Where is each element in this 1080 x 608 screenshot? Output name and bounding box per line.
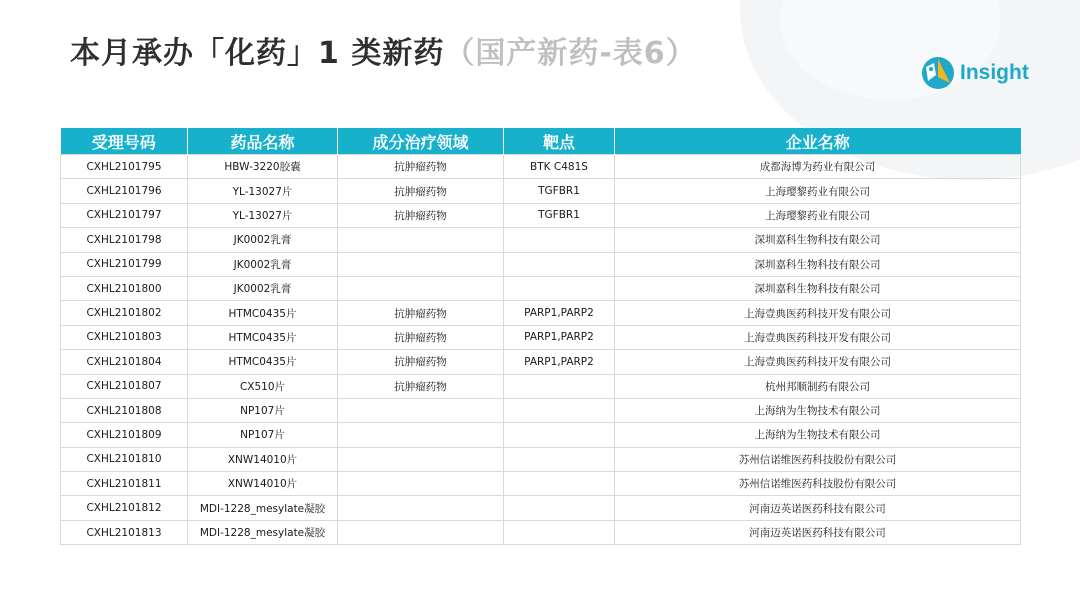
table-cell: XNW14010片 xyxy=(188,447,338,471)
table-cell: 抗肿瘤药物 xyxy=(338,374,504,398)
table-cell xyxy=(338,276,504,300)
table-row xyxy=(61,179,1021,203)
table-cell: MDI-1228_mesylate凝胶 xyxy=(188,520,338,544)
insight-logo-icon xyxy=(920,55,956,91)
table-cell xyxy=(504,423,615,447)
table-cell: CXHL2101797 xyxy=(61,203,188,227)
table-cell: CXHL2101807 xyxy=(61,374,188,398)
table-cell: CXHL2101810 xyxy=(61,447,188,471)
table-cell: 深圳嘉科生物科技有限公司 xyxy=(615,252,1021,276)
column-header: 受理号码 xyxy=(61,128,188,155)
column-header: 药品名称 xyxy=(188,128,338,155)
table-cell xyxy=(504,472,615,496)
table-cell: HTMC0435片 xyxy=(188,301,338,325)
table-cell xyxy=(338,447,504,471)
table-cell xyxy=(504,252,615,276)
table-row xyxy=(61,447,1021,471)
table-cell xyxy=(338,228,504,252)
table-cell: YL-13027片 xyxy=(188,203,338,227)
column-header: 成分治疗领域 xyxy=(338,128,504,155)
table-cell: BTK C481S xyxy=(504,155,615,179)
table-cell xyxy=(338,472,504,496)
table-row xyxy=(61,423,1021,447)
logo-text: Insight xyxy=(960,61,1029,84)
table-cell xyxy=(504,228,615,252)
table-cell: CXHL2101799 xyxy=(61,252,188,276)
table-cell: CXHL2101803 xyxy=(61,325,188,349)
page-title xyxy=(70,28,697,72)
table-cell: CXHL2101804 xyxy=(61,350,188,374)
table-cell: 抗肿瘤药物 xyxy=(338,179,504,203)
page-title-sub: （国产新药-表6） xyxy=(444,36,697,71)
table-cell: CXHL2101813 xyxy=(61,520,188,544)
table-cell: JK0002乳膏 xyxy=(188,228,338,252)
brand-logo xyxy=(920,55,1029,91)
table-row xyxy=(61,374,1021,398)
column-header: 企业名称 xyxy=(615,128,1021,155)
table-row xyxy=(61,252,1021,276)
table-cell: CXHL2101798 xyxy=(61,228,188,252)
table-cell xyxy=(338,496,504,520)
table-cell: 苏州信诺维医药科技股份有限公司 xyxy=(615,472,1021,496)
table-cell xyxy=(338,252,504,276)
table-row xyxy=(61,203,1021,227)
table-cell: 杭州邦顺制药有限公司 xyxy=(615,374,1021,398)
table-cell: 抗肿瘤药物 xyxy=(338,350,504,374)
table-cell: 抗肿瘤药物 xyxy=(338,325,504,349)
table-cell xyxy=(504,496,615,520)
table-cell: 上海璎黎药业有限公司 xyxy=(615,203,1021,227)
table-cell: CXHL2101796 xyxy=(61,179,188,203)
drug-table xyxy=(60,128,1021,545)
table-cell xyxy=(338,398,504,422)
table-cell: CXHL2101802 xyxy=(61,301,188,325)
table-row xyxy=(61,496,1021,520)
table-row xyxy=(61,301,1021,325)
table-row xyxy=(61,520,1021,544)
table-row xyxy=(61,228,1021,252)
table-cell: CXHL2101811 xyxy=(61,472,188,496)
table-cell: 深圳嘉科生物科技有限公司 xyxy=(615,228,1021,252)
table-cell: CXHL2101812 xyxy=(61,496,188,520)
table-cell: NP107片 xyxy=(188,398,338,422)
table-cell xyxy=(504,374,615,398)
table-cell: HTMC0435片 xyxy=(188,350,338,374)
table-cell: HTMC0435片 xyxy=(188,325,338,349)
table-header-row xyxy=(61,128,1021,155)
table-cell: 上海壹典医药科技开发有限公司 xyxy=(615,301,1021,325)
table-cell: TGFBR1 xyxy=(504,203,615,227)
table-row xyxy=(61,350,1021,374)
table-cell: JK0002乳膏 xyxy=(188,252,338,276)
table-cell: 上海璎黎药业有限公司 xyxy=(615,179,1021,203)
table-cell: 上海纳为生物技术有限公司 xyxy=(615,423,1021,447)
table-row xyxy=(61,276,1021,300)
table-cell: CXHL2101809 xyxy=(61,423,188,447)
table-row xyxy=(61,325,1021,349)
table-cell: 上海壹典医药科技开发有限公司 xyxy=(615,325,1021,349)
table-cell: CXHL2101800 xyxy=(61,276,188,300)
table-cell: TGFBR1 xyxy=(504,179,615,203)
table-cell xyxy=(504,276,615,300)
table-cell: CXHL2101795 xyxy=(61,155,188,179)
table-cell: 河南迈英诺医药科技有限公司 xyxy=(615,496,1021,520)
table-cell xyxy=(338,520,504,544)
table-cell: 抗肿瘤药物 xyxy=(338,301,504,325)
table-cell xyxy=(504,520,615,544)
table-cell: HBW-3220胶囊 xyxy=(188,155,338,179)
table-cell: PARP1,PARP2 xyxy=(504,350,615,374)
table-row xyxy=(61,472,1021,496)
table-cell xyxy=(504,398,615,422)
table-row xyxy=(61,398,1021,422)
table-cell: MDI-1228_mesylate凝胶 xyxy=(188,496,338,520)
column-header: 靶点 xyxy=(504,128,615,155)
table-cell xyxy=(504,447,615,471)
table-cell: JK0002乳膏 xyxy=(188,276,338,300)
table-cell: 上海纳为生物技术有限公司 xyxy=(615,398,1021,422)
table-cell: CX510片 xyxy=(188,374,338,398)
table-cell: 苏州信诺维医药科技股份有限公司 xyxy=(615,447,1021,471)
table-cell: 抗肿瘤药物 xyxy=(338,155,504,179)
table-cell: 河南迈英诺医药科技有限公司 xyxy=(615,520,1021,544)
table-cell: PARP1,PARP2 xyxy=(504,301,615,325)
table-cell: 抗肿瘤药物 xyxy=(338,203,504,227)
table-cell xyxy=(338,423,504,447)
table-cell: 成都海博为药业有限公司 xyxy=(615,155,1021,179)
table-row xyxy=(61,155,1021,179)
table-cell: YL-13027片 xyxy=(188,179,338,203)
table-cell: CXHL2101808 xyxy=(61,398,188,422)
page-title-main: 本月承办「化药」1 类新药 xyxy=(70,36,445,71)
table-cell: XNW14010片 xyxy=(188,472,338,496)
table-cell: 深圳嘉科生物科技有限公司 xyxy=(615,276,1021,300)
table-cell: 上海壹典医药科技开发有限公司 xyxy=(615,350,1021,374)
table-cell: PARP1,PARP2 xyxy=(504,325,615,349)
table-cell: NP107片 xyxy=(188,423,338,447)
